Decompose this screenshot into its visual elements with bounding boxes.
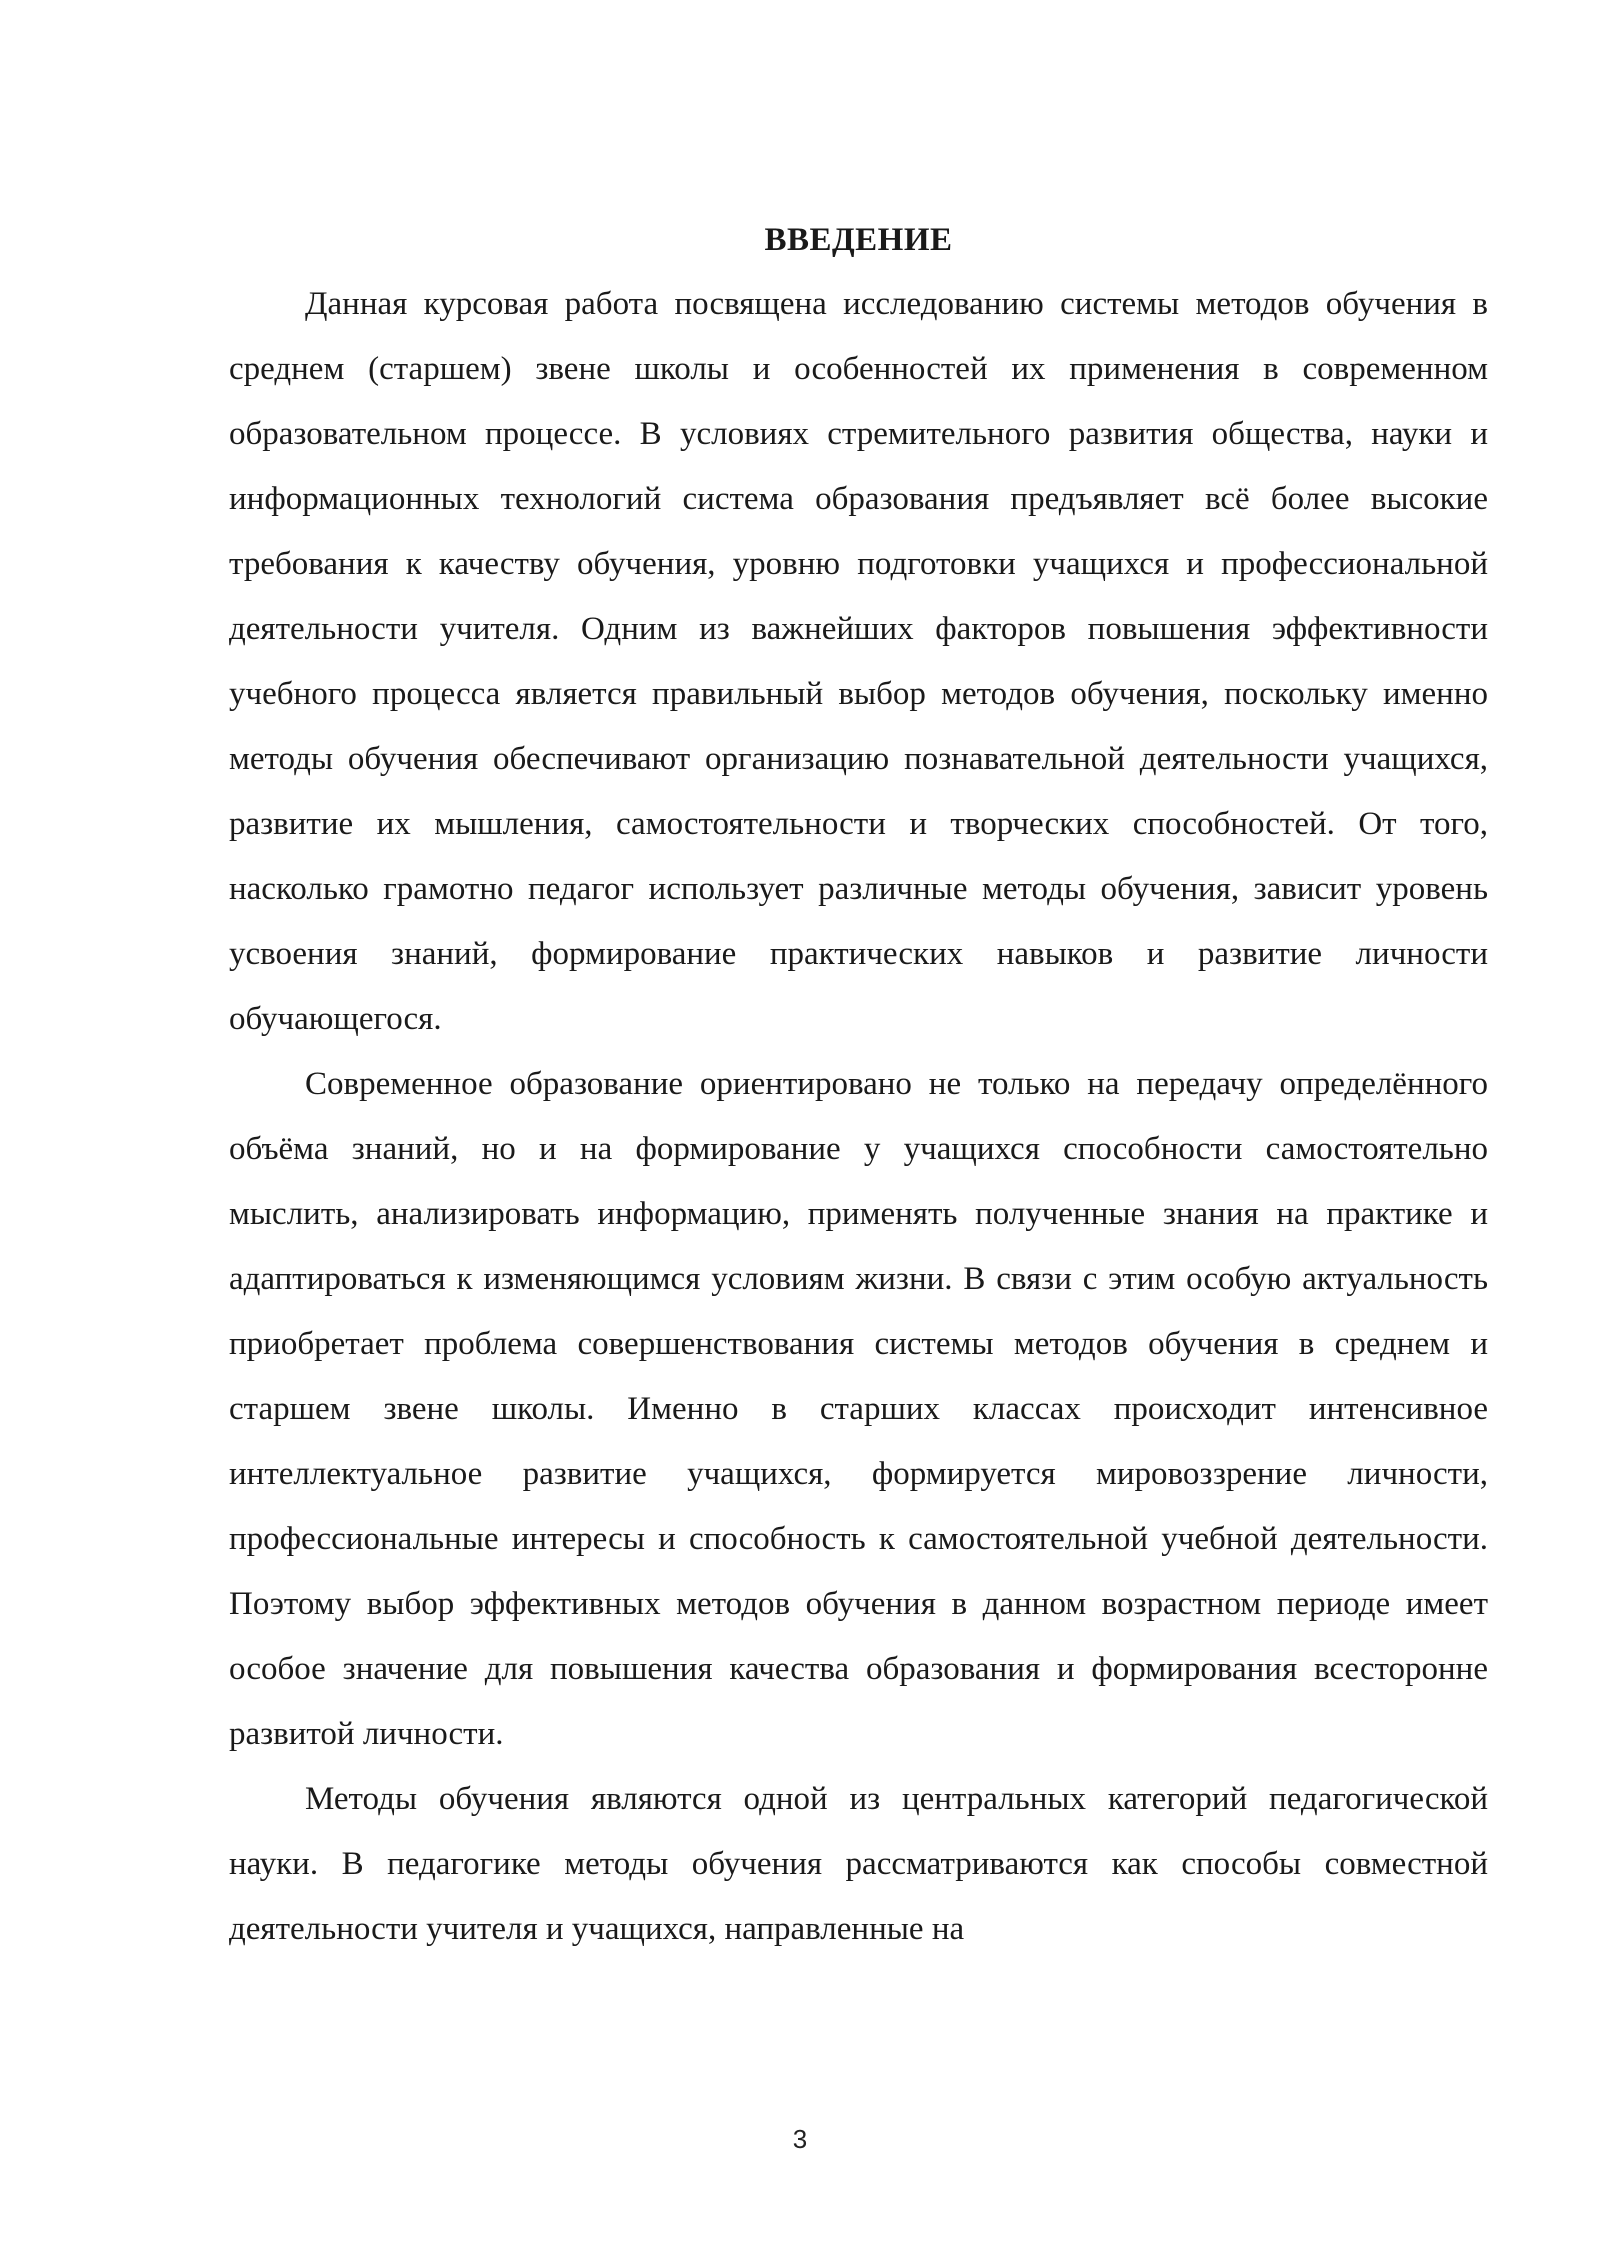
paragraph-3: Методы обучения являются одной из центральных категорий педагогической науки. В педагогике методы обучения рассматриваются как способы совместной деятельности учителя и учащихся, направленные на xyxy=(229,1781,1488,1947)
paragraph-1: Данная курсовая работа посвящена исследованию системы методов обучения в среднем (старшем) звене школы и особенностей их применения в современном образовательном процессе. В условиях стремительного развития общества, науки и информационных технологий система образования предъявляет всё более высокие требования к качеству обучения, уровню подготовки учащихся и профессиональной деятельности учителя. Одним из важнейших факторов повышения эффективности учебного процесса является правильный выбор методов обучения, поскольку именно методы обучения обеспечивают организацию познавательной деятельности учащихся, развитие их мышления, самостоятельности и творческих способностей. От того, насколько грамотно педагог использует различные методы обучения, зависит уровень усвоения знаний, формирование практических навыков и развитие личности обучающегося. xyxy=(229,286,1488,1037)
document-body xyxy=(229,212,1488,1962)
page-number: 3 xyxy=(792,2124,808,2154)
page-title: ВВЕДЕНИЕ xyxy=(764,222,953,258)
paragraph-2: Современное образование ориентировано не только на передачу определённого объёма знаний, но и на формирование у учащихся способности самостоятельно мыслить, анализировать информацию, применять полученные знания на практике и адаптироваться к изменяющимся условиям жизни. В связи с этим особую актуальность приобретает проблема совершенствования системы методов обучения в среднем и старшем звене школы. Именно в старших классах происходит интенсивное интеллектуальное развитие учащихся, формируется мировоззрение личности, профессиональные интересы и способность к самостоятельной учебной деятельности. Поэтому выбор эффективных методов обучения в данном возрастном периоде имеет особое значение для повышения качества образования и формирования всесторонне развитой личности. xyxy=(229,1066,1488,1752)
